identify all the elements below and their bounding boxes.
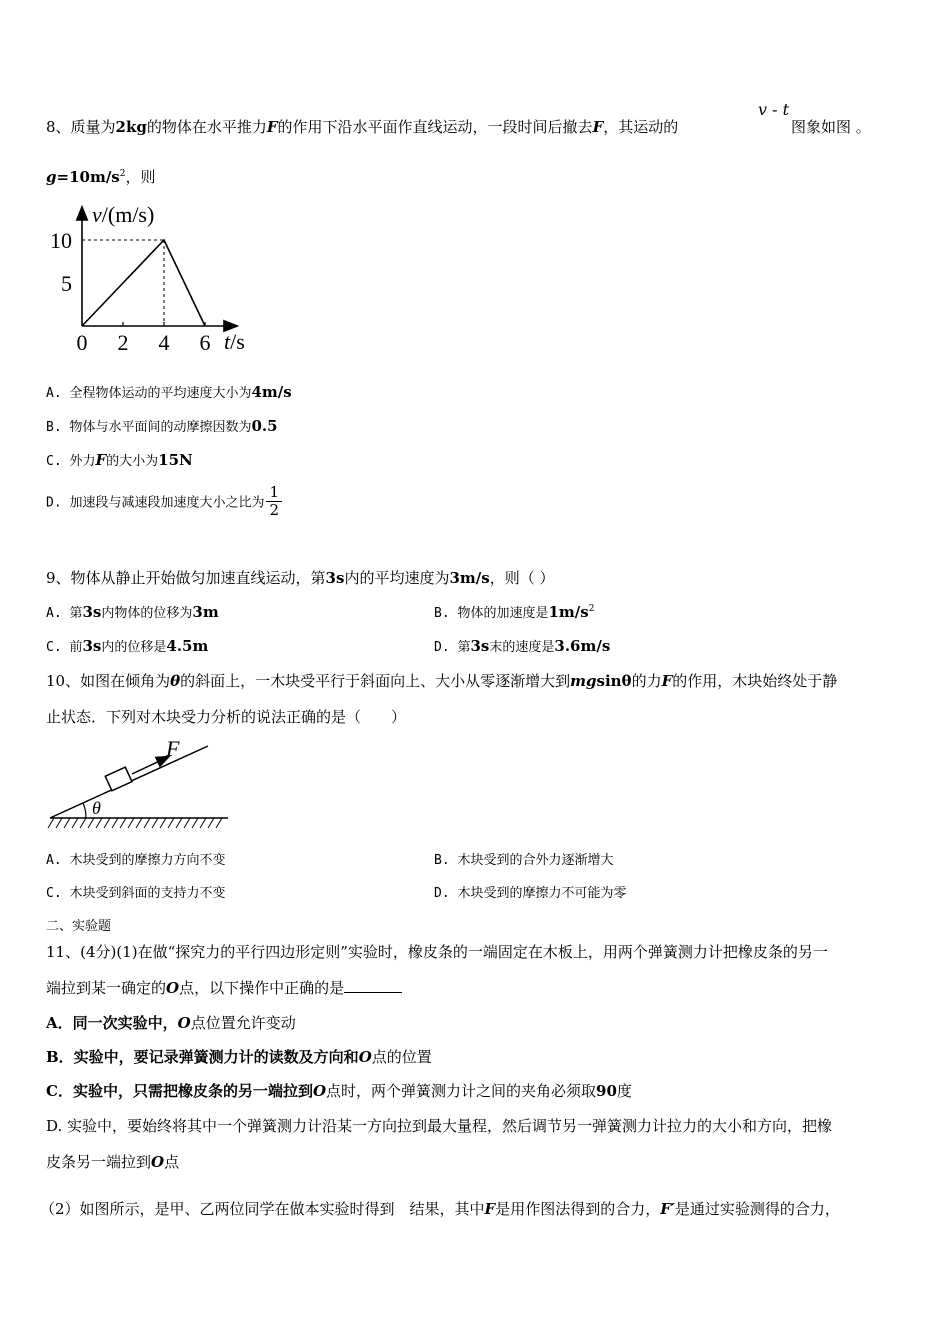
fraction-denominator: 2 bbox=[269, 500, 280, 519]
q10-stem-line1 bbox=[46, 670, 837, 691]
hatch-line bbox=[160, 818, 166, 828]
hatch-line bbox=[144, 818, 150, 828]
option-text: B. 物体与水平面间的动摩擦因数为 bbox=[46, 420, 252, 435]
point-symbol: O bbox=[166, 979, 180, 997]
point-symbol: O bbox=[312, 1082, 327, 1100]
q11-text: 是用作图法得到的合力， bbox=[495, 1200, 661, 1218]
q8-text: 的作用下沿水平面作直线运动，一段时间后撤去 bbox=[277, 118, 593, 136]
angle-symbol: θ bbox=[170, 672, 181, 690]
answer-blank[interactable] bbox=[344, 978, 402, 993]
q11-text: 点，以下操作中正确的是 bbox=[179, 979, 345, 997]
hatch-line bbox=[176, 818, 182, 828]
option-text: 点的位置 bbox=[371, 1048, 432, 1066]
point-symbol: O bbox=[151, 1153, 165, 1171]
option-text: D. 第 bbox=[434, 640, 471, 655]
hatch-line bbox=[88, 818, 94, 828]
force-symbol: F bbox=[661, 672, 673, 690]
option-text: 皮条另一端拉到 bbox=[46, 1153, 152, 1171]
option-text: C. 外力 bbox=[46, 454, 96, 469]
incline-figure bbox=[44, 736, 244, 834]
q11-option-a bbox=[46, 1012, 296, 1033]
x-tick-label: 6 bbox=[199, 330, 211, 355]
option-value: 3s bbox=[82, 603, 102, 621]
option-text: A. 第 bbox=[46, 606, 83, 621]
hatch-line bbox=[200, 818, 206, 828]
q8-mass: 2kg bbox=[115, 118, 147, 136]
q9-text: ，则（ ） bbox=[489, 569, 555, 587]
hatch-line bbox=[72, 818, 78, 828]
y-tick-label: 5 bbox=[61, 271, 72, 296]
option-text: A. 全程物体运动的平均速度大小为 bbox=[46, 386, 252, 401]
q8-stem bbox=[46, 116, 678, 137]
force-symbol: F bbox=[95, 451, 107, 469]
velocity-series-line bbox=[82, 240, 205, 326]
point-symbol: O bbox=[177, 1014, 191, 1032]
q11-option-d-line2 bbox=[46, 1151, 179, 1172]
option-value: 1m/s bbox=[548, 603, 589, 621]
point-symbol: O bbox=[358, 1048, 372, 1066]
q9-option-d bbox=[434, 636, 610, 655]
q8-gravity bbox=[46, 166, 156, 187]
exponent: 2 bbox=[588, 604, 595, 614]
q11-option-d-line1: D. 实验中，要始终将其中一个弹簧测力计沿某一方向拉到最大量程，然后调节另一弹簧测力计拉力的大小和方向，把橡 bbox=[46, 1117, 833, 1135]
option-value: 0.5 bbox=[251, 417, 278, 435]
option-text: 度 bbox=[616, 1082, 632, 1100]
q10-option-a: A. 木块受到的摩擦力方向不变 bbox=[46, 853, 226, 868]
q8-text: ，则 bbox=[125, 168, 156, 186]
q8-force-symbol: F bbox=[592, 118, 604, 136]
hatch-line bbox=[104, 818, 110, 828]
hatch-line bbox=[184, 818, 190, 828]
gravity-symbol: g bbox=[46, 168, 57, 186]
q10-stem-line2: 止状态．下列对木块受力分析的说法正确的是（ ） bbox=[46, 708, 407, 726]
q11-option-c bbox=[46, 1080, 632, 1101]
q10-option-c: C. 木块受到斜面的支持力不变 bbox=[46, 886, 226, 901]
x-tick-label: 4 bbox=[158, 330, 170, 355]
option-text: 点 bbox=[164, 1153, 180, 1171]
option-text: B．实验中，要记录弹簧测力计的读数及方向和 bbox=[46, 1048, 359, 1066]
hatch-line bbox=[136, 818, 142, 828]
option-value: 4m/s bbox=[251, 383, 292, 401]
section-title: 二、实验题 bbox=[46, 919, 112, 934]
y-tick-label: 10 bbox=[50, 228, 72, 253]
q10-text: 10、如图在倾角为 bbox=[46, 672, 171, 690]
hatch-line bbox=[80, 818, 86, 828]
hatch-line bbox=[56, 818, 62, 828]
q9-stem bbox=[46, 567, 554, 588]
hatch-line bbox=[152, 818, 158, 828]
force-label: F bbox=[166, 736, 180, 761]
q9-text: 9、物体从静止开始做匀加速直线运动，第 bbox=[46, 569, 326, 587]
gravity-value: =10m/s bbox=[56, 168, 120, 186]
q11-text: 端拉到某一确定的 bbox=[46, 979, 167, 997]
option-value: 3.6m/s bbox=[554, 637, 611, 655]
x-tick-label: 0 bbox=[76, 330, 88, 355]
option-text: 末的速度是 bbox=[489, 640, 555, 655]
angle-arc bbox=[83, 803, 86, 818]
hatch-line bbox=[216, 818, 222, 828]
hatch-line bbox=[192, 818, 198, 828]
q11-option-b bbox=[46, 1046, 432, 1067]
q10-option-b: B. 木块受到的合外力逐渐增大 bbox=[434, 853, 614, 868]
q9-value: 3m/s bbox=[449, 569, 490, 587]
q8-option-a bbox=[46, 382, 292, 401]
force-symbol: F bbox=[484, 1200, 496, 1218]
option-text: D. 加速段与减速段加速度大小之比为 bbox=[46, 495, 265, 511]
y-axis-label: v/(m/s) bbox=[92, 202, 155, 227]
hatch-line bbox=[208, 818, 214, 828]
option-text: 点时，两个弹簧测力计之间的夹角必须取 bbox=[326, 1082, 597, 1100]
force-symbol: F′ bbox=[660, 1200, 675, 1218]
option-text: 的大小为 bbox=[106, 454, 159, 469]
option-value: 15N bbox=[158, 451, 193, 469]
option-value: 4.5m bbox=[166, 637, 209, 655]
q9-option-a bbox=[46, 602, 219, 621]
q11-stem-line1: 11、(4分)(1)在做“探究力的平行四边形定则”实验时，橡皮条的一端固定在木板上，用两个弹簧测力计把橡皮条的另一 bbox=[46, 943, 828, 961]
option-text: 内的位移是 bbox=[101, 640, 167, 655]
q8-text: ，其运动的 bbox=[603, 118, 679, 136]
q8-stem-end: 图象如图 。 bbox=[791, 118, 871, 136]
option-value: 3s bbox=[470, 637, 490, 655]
option-value: 3m bbox=[192, 603, 219, 621]
hatch-line bbox=[120, 818, 126, 828]
option-value: 3s bbox=[82, 637, 102, 655]
wooden-block bbox=[105, 767, 132, 791]
option-text: 点位置允许变动 bbox=[190, 1014, 296, 1032]
option-text: B. 物体的加速度是 bbox=[434, 606, 549, 621]
option-text: C．实验中，只需把橡皮条的另一端拉到 bbox=[46, 1082, 313, 1100]
option-text: 内物体的位移为 bbox=[101, 606, 193, 621]
hatch-line bbox=[64, 818, 70, 828]
q9-option-c bbox=[46, 636, 208, 655]
hatch-line bbox=[168, 818, 174, 828]
x-axis-label: t/s bbox=[224, 329, 245, 354]
vt-graph bbox=[40, 196, 260, 360]
q11-part2 bbox=[40, 1198, 840, 1219]
ground-hatching bbox=[48, 818, 222, 828]
angle-label: θ bbox=[92, 798, 101, 818]
q9-value: 3s bbox=[325, 569, 345, 587]
force-expression: mg bbox=[570, 672, 597, 690]
q8-force-symbol: F bbox=[266, 118, 278, 136]
q8-option-b bbox=[46, 416, 278, 435]
q8-text: 的物体在水平推力 bbox=[146, 118, 267, 136]
q9-option-b bbox=[434, 602, 594, 621]
hatch-line bbox=[48, 818, 54, 828]
q8-option-c bbox=[46, 450, 193, 469]
option-text: A．同一次实验中， bbox=[46, 1014, 178, 1032]
q9-text: 内的平均速度为 bbox=[344, 569, 450, 587]
hatch-line bbox=[96, 818, 102, 828]
q11-stem-line2 bbox=[46, 977, 402, 998]
q8-text: 8、质量为 bbox=[46, 118, 116, 136]
option-text: C. 前 bbox=[46, 640, 83, 655]
q10-text: 的斜面上，一木块受平行于斜面向上、大小从零逐渐增大到 bbox=[180, 672, 571, 690]
force-expression: sinθ bbox=[596, 672, 632, 690]
fraction bbox=[266, 484, 282, 518]
force-arrow bbox=[132, 757, 168, 774]
option-value: 90 bbox=[596, 1082, 617, 1100]
q11-text: （2）如图所示，是甲、乙两位同学在做本实验时得到 结果，其中 bbox=[40, 1200, 485, 1218]
q10-text: 的力 bbox=[631, 672, 662, 690]
q8-vt-label: v - t bbox=[758, 100, 790, 119]
gravity-exponent: 2 bbox=[119, 169, 126, 179]
hatch-line bbox=[128, 818, 134, 828]
q10-option-d: D. 木块受到的摩擦力不可能为零 bbox=[434, 886, 627, 901]
q11-text: 是通过实验测得的合力， bbox=[674, 1200, 840, 1218]
hatch-line bbox=[112, 818, 118, 828]
q8-option-d bbox=[46, 484, 282, 518]
fraction-numerator: 1 bbox=[266, 484, 282, 502]
q10-text: 的作用，木块始终处于静 bbox=[672, 672, 838, 690]
x-tick-label: 2 bbox=[117, 330, 129, 355]
